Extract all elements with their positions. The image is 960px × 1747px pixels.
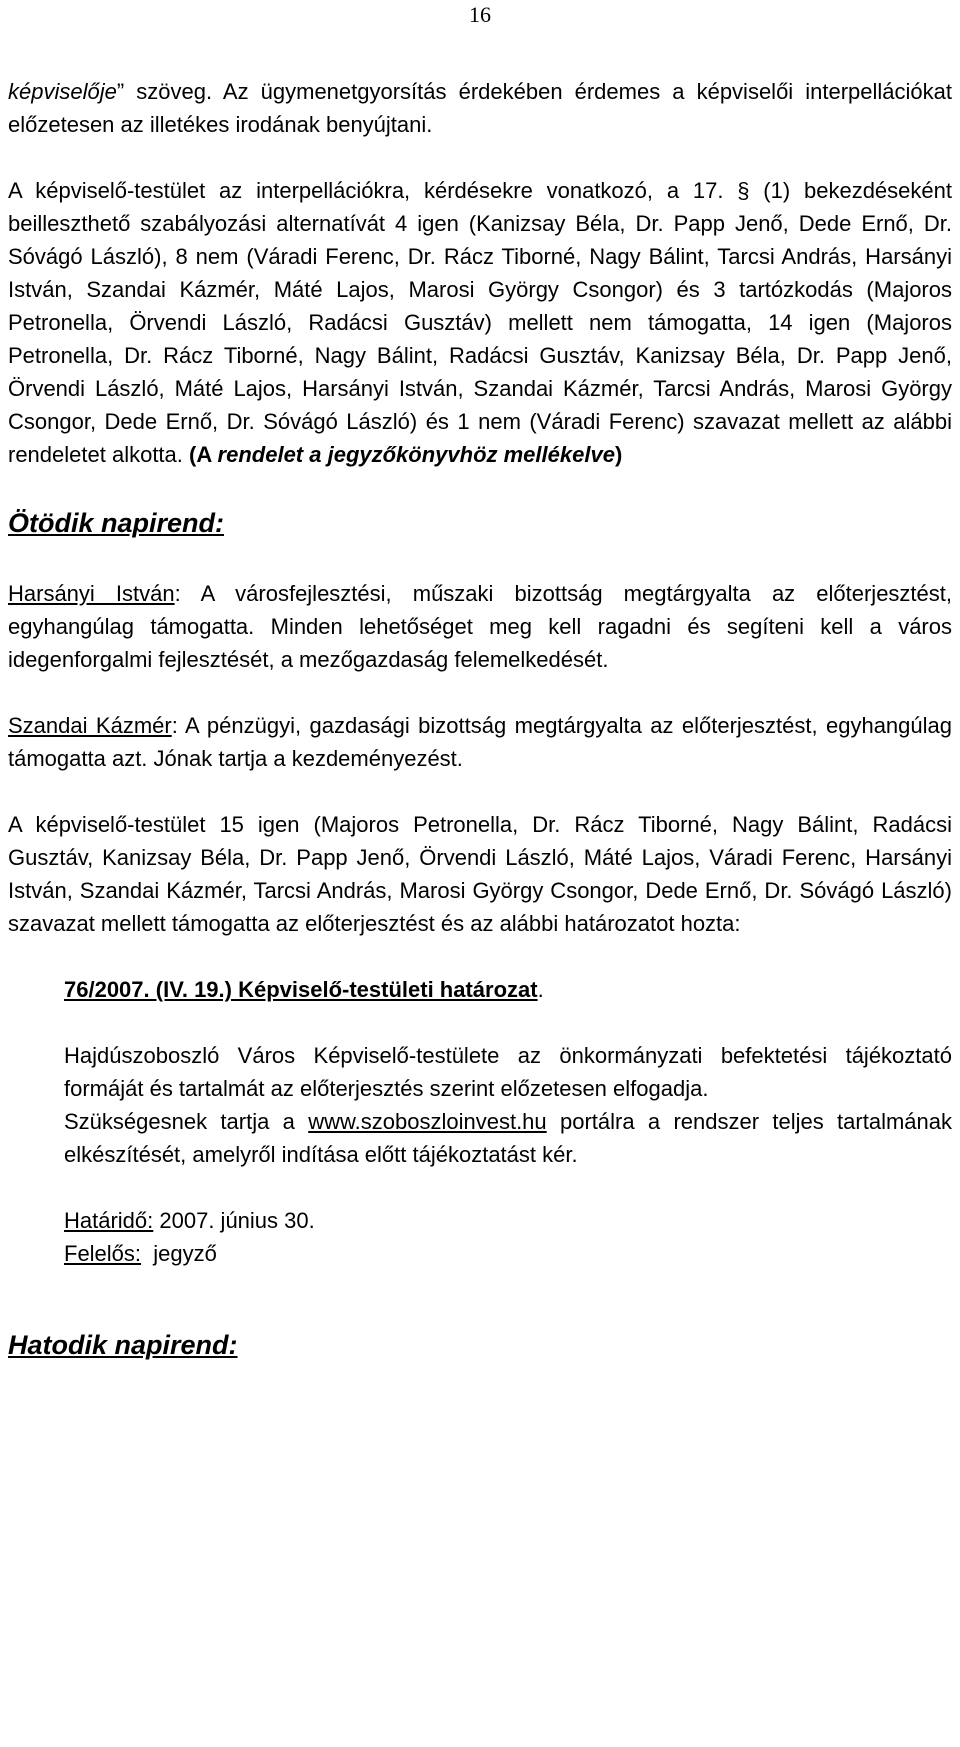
speaker-text: : A pénzügyi, gazdasági bizottság megtárgyalta az előterjesztést, egyhangúlag támogatta azt. Jónak tartja a kezdeményezést. bbox=[8, 713, 952, 771]
deadline-value: 2007. június 30. bbox=[153, 1208, 315, 1233]
annex-note-close: ) bbox=[614, 442, 623, 467]
vote-paragraph: A képviselő-testület 15 igen (Majoros Petronella, Dr. Rácz Tiborné, Nagy Bálint, Radácsi Gusztáv, Kanizsay Béla, Dr. Papp Jenő, Örvendi László, Máté Lajos, Váradi Ferenc, Harsányi István, Szandai Kázmér, Tarcsi András, Marosi György Csongor, Dede Ernő, Dr. Sóvágó László) szavazat mellett támogatta az előterjesztést és az alábbi határozatot hozta: bbox=[8, 812, 952, 936]
responsible-value: jegyző bbox=[141, 1241, 217, 1266]
resolution-title-text: 76/2007. (IV. 19.) Képviselő-testületi határozat bbox=[64, 977, 538, 1002]
speaker-paragraph-szandai bbox=[8, 709, 952, 775]
website-link[interactable]: www.szoboszloinvest.hu bbox=[308, 1109, 547, 1134]
page-number: 16 bbox=[469, 2, 491, 27]
intro-paragraph bbox=[8, 75, 952, 141]
speaker-name: Harsányi István bbox=[8, 581, 175, 606]
agenda-heading-fifth: Ötödik napirend: bbox=[8, 508, 224, 538]
intro-text: ” szöveg. Az ügymenetgyorsítás érdekében érdemes a képviselői interpellációkat előzetesen az illetékes irodának benyújtani. bbox=[8, 79, 952, 137]
annex-note bbox=[189, 442, 622, 467]
resolution-text-2 bbox=[8, 1105, 952, 1171]
vote-result-text: A képviselő-testület az interpellációkra, kérdésekre vonatkozó, a 17. § (1) bekezdéseként beilleszthető szabályozási alternatívát 4 igen (Kanizsay Béla, Dr. Papp Jenő, Dede Ernő, Dr. Sóvágó László), 8 nem (Váradi Ferenc, Dr. Rácz Tiborné, Nagy Bálint, Tarcsi András, Harsányi István, Szandai Kázmér, Máté Lajos, Marosi György Csongor) és 3 tartózkodás (Majoros Petronella, Örvendi László, Radácsi Gusztáv) mellett nem támogatta, 14 igen (Majoros Petronella, Dr. Rácz Tiborné, Nagy Bálint, Radácsi Gusztáv, Kanizsay Béla, Dr. Papp Jenő, Örvendi László, Máté Lajos, Harsányi István, Szandai Kázmér, Tarcsi András, Marosi György Csongor, Dede Ernő, Dr. Sóvágó László) és 1 nem (Váradi Ferenc) szavazat mellett az alábbi rendeletet alkotta. bbox=[8, 178, 952, 467]
speaker-text: : A városfejlesztési, műszaki bizottság megtárgyalta az előterjesztést, egyhangúlag támogatta. Minden lehetőséget meg kell ragadni és segíteni kell a város idegenforgalmi fejlesztését, a mezőgazdaság felemelkedését. bbox=[8, 581, 952, 672]
deadline-label: Határidő: bbox=[64, 1208, 154, 1233]
responsible-line bbox=[8, 1237, 952, 1270]
speaker-paragraph-harsanyi bbox=[8, 577, 952, 676]
annex-note-open: (A bbox=[189, 442, 218, 467]
annex-note-italic: rendelet a jegyzőkönyvhöz mellékelve bbox=[217, 442, 615, 467]
italic-word: képviselője bbox=[8, 79, 117, 104]
resolution-title-dot: . bbox=[537, 977, 544, 1002]
speaker-name: Szandai Kázmér bbox=[8, 713, 172, 738]
resolution-title bbox=[8, 973, 952, 1006]
resolution-text-2-start: Szükségesnek tartja a bbox=[64, 1109, 309, 1134]
deadline-line bbox=[8, 1204, 952, 1237]
vote-result-paragraph bbox=[8, 174, 952, 471]
resolution-text-1: Hajdúszoboszló Város Képviselő-testülete az önkormányzati befektetési tájékoztató formáját és tartalmát az előterjesztés szerint előzetesen elfogadja. bbox=[64, 1043, 952, 1101]
document-body bbox=[8, 75, 952, 1363]
responsible-label: Felelős: bbox=[64, 1241, 142, 1266]
agenda-heading-sixth: Hatodik napirend: bbox=[8, 1330, 238, 1360]
resolution-text-2-end: portálra a rendszer teljes tartalmának elkészítését, amelyről indítása előtt tájékoztatást kér. bbox=[64, 1109, 952, 1167]
